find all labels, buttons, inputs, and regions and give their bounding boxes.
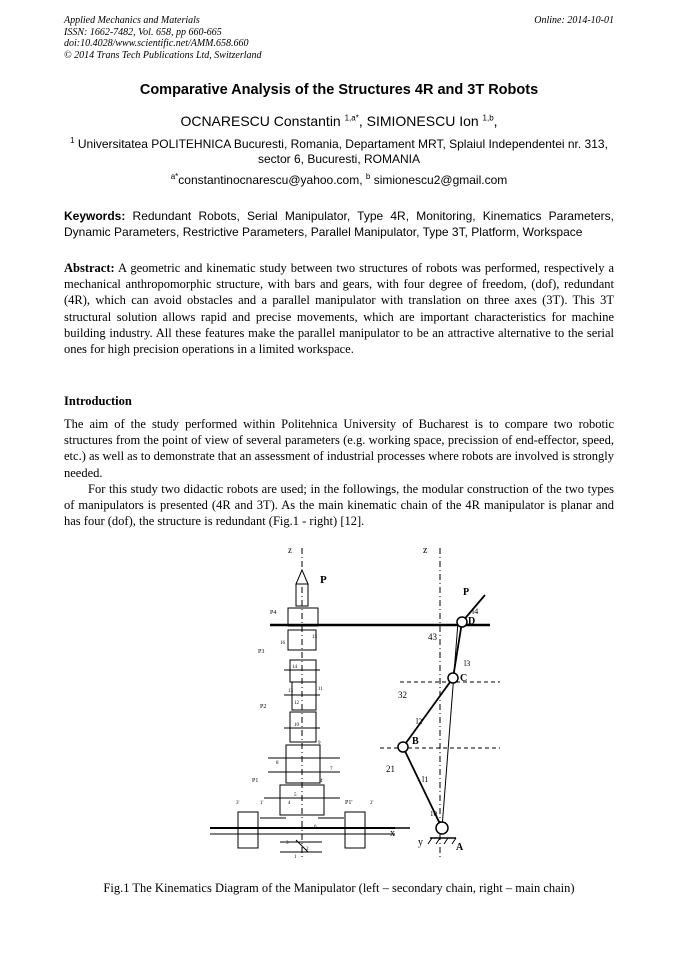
- label-A: A: [456, 842, 464, 853]
- left-z-label: z: [288, 545, 292, 555]
- figure-caption: Fig.1 The Kinematics Diagram of the Manipulator (left – secondary chain, right – main chain): [103, 881, 575, 895]
- label-l4: l4: [472, 607, 479, 616]
- gear-15: 15: [312, 635, 317, 640]
- affiliation: [59, 137, 619, 167]
- label-P2: P2: [260, 704, 267, 710]
- left-P-label: P: [320, 574, 327, 586]
- gear-10: 10: [294, 723, 299, 728]
- label-C: C: [460, 673, 468, 684]
- author-1: OCNARESCU Constantin: [180, 113, 345, 129]
- platform-arrow-icon: [296, 570, 308, 584]
- keywords-text: Redundant Robots, Serial Manipulator, Type 4R, Monitoring, Kinematics Parameters, Dynamic Parameters, Restrictive Parameters, Parallel Manipulator, Type 3T, Platform, Workspace: [64, 209, 614, 239]
- journal-issn: ISSN: 1662-7482, Vol. 658, pp 660-665: [64, 26, 222, 38]
- label-P4: P4: [270, 610, 277, 616]
- affiliation-text: Universitatea POLITEHNICA Bucuresti, Romania, Departament MRT, Splaiul Independentei nr. 313, sector 6, Bucuresti, ROMANIA: [74, 137, 608, 166]
- abstract: [64, 260, 614, 357]
- x-label: x: [390, 828, 395, 839]
- intro-paragraph-2: For this study two didactic robots are used; in the followings, the modular construction of the two types of manipulators is presented (4R and 3T). As the main kinematic chain of the 4R manipulator is planar and has four (dof), the structure is redundant (Fig.1 - right) [12].: [64, 482, 614, 529]
- authors: [0, 113, 678, 129]
- label-l1: l1: [422, 775, 429, 784]
- gear-2p: 2': [370, 801, 374, 806]
- label-P1p: P1': [345, 800, 353, 806]
- right-base-gear: [345, 812, 365, 848]
- gear-3p: 3': [236, 801, 240, 806]
- emails: [0, 173, 678, 187]
- author-end: ,: [493, 113, 498, 129]
- housing-top: [288, 608, 318, 626]
- angle-32: 32: [398, 690, 407, 700]
- link-l2: [403, 678, 453, 747]
- email-a: constantinocnarescu@yahoo.com,: [178, 173, 366, 187]
- gear-4p: 4': [320, 779, 324, 784]
- journal-header: [64, 15, 262, 61]
- author-2-sup: 1,b: [482, 113, 494, 123]
- joint-A: [436, 822, 448, 834]
- label-l2: l2: [416, 717, 423, 726]
- gear-7: 7: [330, 767, 333, 772]
- email-b-sup: b: [365, 172, 371, 181]
- author-sep: ,: [358, 113, 367, 129]
- intro-paragraph-1: The aim of the study performed within Politehnica University of Bucharest is to compare two robotic structures from the point of view of several parameters (e.g. working space, precission of end-effector, speed, etc.) as well as to demonstrate that an assessment of industrial processes where robots are involved is strongly needed.: [64, 417, 614, 480]
- paper-title: Comparative Analysis of the Structures 4R and 3T Robots: [139, 82, 539, 98]
- keywords: [64, 209, 614, 240]
- gear-16: 16: [280, 641, 285, 646]
- label-B: B: [412, 736, 419, 747]
- online-date: Online: 2014-10-01: [534, 15, 614, 26]
- gear-8: 8: [276, 761, 279, 766]
- journal-copyright: © 2014 Trans Tech Publications Ltd, Switzerland: [64, 49, 262, 61]
- journal-name: Applied Mechanics and Materials: [64, 15, 200, 26]
- gear-9: 9: [318, 741, 321, 746]
- label-l3: l3: [464, 659, 471, 668]
- section-heading-introduction: Introduction: [64, 394, 132, 408]
- gear-5: 5: [294, 793, 297, 798]
- left-base-gear: [238, 812, 258, 848]
- main-chain-diagram: [380, 548, 500, 860]
- gear-11: 11: [318, 687, 323, 692]
- label-D: D: [468, 616, 476, 627]
- right-z-label: z: [423, 545, 428, 556]
- joint-C: [448, 673, 458, 683]
- gear-2: 2: [306, 847, 309, 852]
- author-2: SIMIONESCU Ion: [366, 113, 483, 129]
- abstract-text: A geometric and kinematic study between two structures of robots was performed, respectively a mechanical anthropomorphic structure, with bars and gears, with four degree of freedom, (dof), redundant (4R), which can avoid obstacles and a parallel manipulator with translation on three axes (3T). This 3T structural solution allows rapid and precise movements, which are important characteristics for machine building industry. All these features make the parallel manipulator to be an attractive alternative to the serial ones for high precision operations in a limited workspace.: [64, 261, 614, 357]
- abstract-label: Abstract:: [64, 261, 115, 275]
- angle-21: 21: [386, 764, 395, 774]
- gear-6: 6: [314, 825, 317, 830]
- angle-10: 10: [430, 810, 437, 818]
- gear-1p: 1': [260, 801, 264, 806]
- gear-1: 1: [294, 855, 297, 860]
- journal-doi: doi:10.4028/www.scientific.net/AMM.658.660: [64, 38, 249, 49]
- affiliation-sup: 1: [70, 136, 75, 145]
- email-a-sup: a*: [170, 172, 179, 181]
- joint-B: [398, 742, 408, 752]
- y-label: y: [418, 837, 423, 848]
- secondary-chain-diagram: [210, 548, 395, 860]
- right-P-label: P: [463, 587, 470, 598]
- label-P1: P1: [252, 778, 259, 784]
- gear-12: 12: [294, 701, 299, 706]
- email-b: simionescu2@gmail.com: [370, 173, 508, 187]
- joint-D: [457, 617, 467, 627]
- gear-3: 3: [286, 841, 289, 846]
- author-1-sup: 1,a*: [344, 113, 359, 123]
- angle-43: 43: [428, 632, 437, 642]
- gear-13: 13: [288, 689, 293, 694]
- keywords-label: Keywords:: [64, 209, 126, 223]
- label-P3: P3: [258, 649, 265, 655]
- gear-14: 14: [292, 665, 297, 670]
- gear-4: 4: [288, 801, 291, 806]
- kinematic-diagram-figure: [200, 540, 510, 870]
